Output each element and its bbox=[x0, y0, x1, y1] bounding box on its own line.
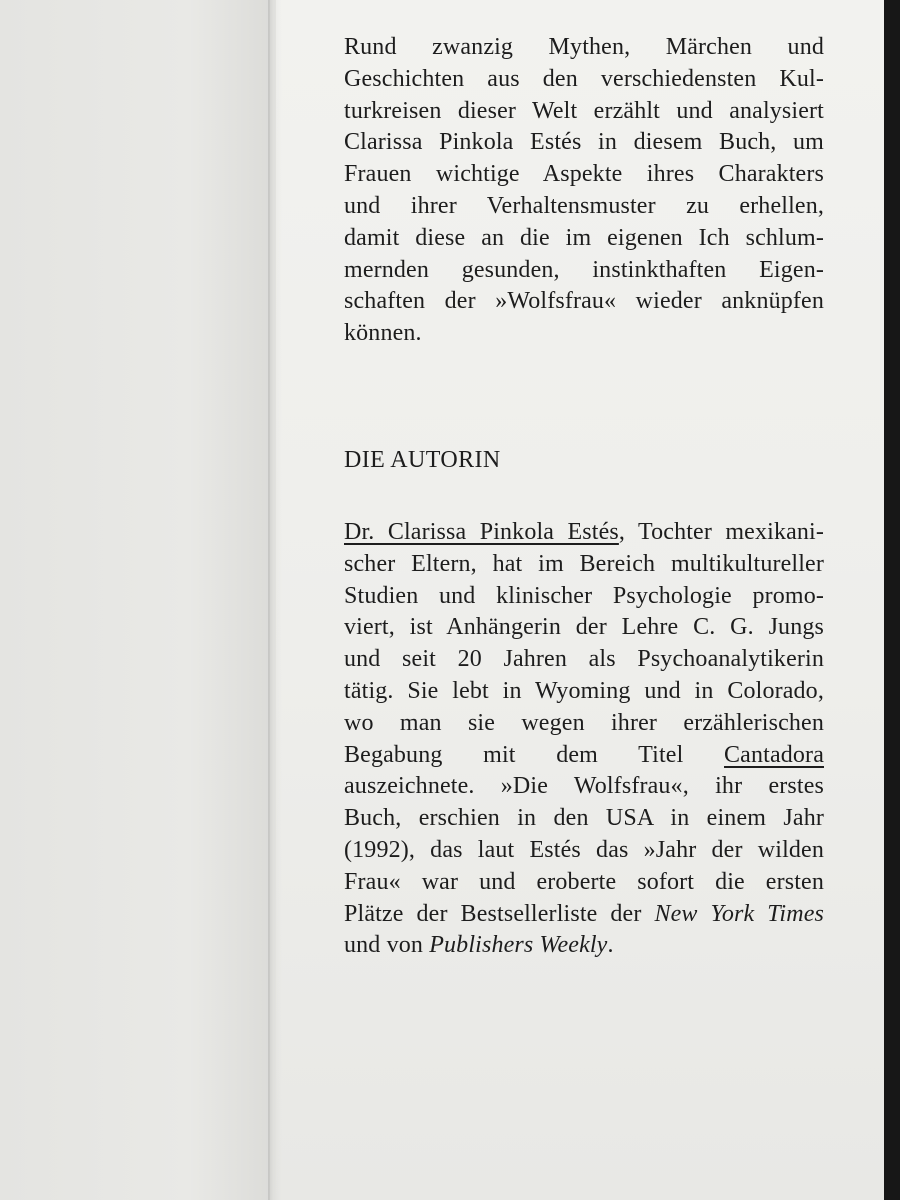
book-cover-edge bbox=[884, 0, 900, 1200]
bio-line: wo man sie wegen ihrer erzählerischen bbox=[344, 709, 824, 736]
blurb-line: können. bbox=[344, 320, 422, 347]
bio-line: Buch, erschien in den USA in einem Jahr bbox=[344, 805, 824, 832]
bio-line: und seit 20 Jahren als Psychoanalytikerin bbox=[344, 646, 824, 673]
blurb-line: Clarissa Pinkola Estés in diesem Buch, um bbox=[344, 129, 824, 156]
bio-text: und von bbox=[344, 932, 430, 959]
bio-line: tätig. Sie lebt in Wyoming und in Colorado, bbox=[344, 677, 824, 704]
blurb-line: Rund zwanzig Mythen, Märchen und bbox=[344, 34, 824, 60]
page-gutter-shadow bbox=[268, 0, 282, 1200]
bio-line: viert, ist Anhängerin der Lehre C. G. Jungs bbox=[344, 614, 824, 641]
blurb-line: mernden gesunden, instinkthaften Eigen- bbox=[344, 256, 824, 283]
author-section-heading: DIE AUTORIN bbox=[344, 446, 501, 473]
left-blank-page bbox=[0, 0, 270, 1200]
bio-line: Frau« war und eroberte sofort die ersten bbox=[344, 868, 824, 895]
bio-line bbox=[344, 930, 824, 962]
blurb-line: damit diese an die im eigenen Ich schlum- bbox=[344, 224, 824, 251]
bio-text: Plätze der Bestsellerliste der bbox=[344, 900, 655, 927]
blurb-line: turkreisen dieser Welt erzählt und analysiert bbox=[344, 97, 824, 124]
bio-text: . bbox=[607, 932, 614, 959]
bio-line bbox=[344, 517, 824, 549]
blurb-line: Frauen wichtige Aspekte ihres Charakters bbox=[344, 161, 824, 188]
magazine-title: Publishers Weekly bbox=[429, 932, 608, 959]
bio-text: , Tochter mexikani- bbox=[618, 518, 825, 545]
bio-text: Begabung mit dem Titel bbox=[344, 741, 725, 768]
bio-line: scher Eltern, hat im Bereich multikultureller bbox=[344, 550, 824, 577]
bio-line: auszeichnete. »Die Wolfsfrau«, ihr erstes bbox=[344, 773, 824, 800]
blurb-line: Geschichten aus den verschiedensten Kul- bbox=[344, 65, 824, 92]
blurb-line: und ihrer Verhaltensmuster zu erhellen, bbox=[344, 192, 824, 219]
book-blurb bbox=[344, 32, 824, 350]
newspaper-title: New York Times bbox=[654, 900, 825, 927]
bio-line bbox=[344, 899, 824, 931]
author-name: Dr. Clarissa Pinkola Estés bbox=[344, 518, 619, 545]
bio-line: (1992), das laut Estés das »Jahr der wilden bbox=[344, 836, 824, 863]
bio-line: Studien und klinischer Psychologie promo- bbox=[344, 582, 824, 609]
bio-line bbox=[344, 740, 824, 772]
cantadora-title: Cantadora bbox=[724, 741, 824, 768]
blurb-line: schaften der »Wolfsfrau« wieder anknüpfen bbox=[344, 288, 824, 315]
text-column bbox=[344, 32, 824, 962]
author-bio bbox=[344, 517, 824, 962]
author-bio-paragraph bbox=[344, 517, 824, 962]
blurb-paragraph bbox=[344, 32, 824, 350]
